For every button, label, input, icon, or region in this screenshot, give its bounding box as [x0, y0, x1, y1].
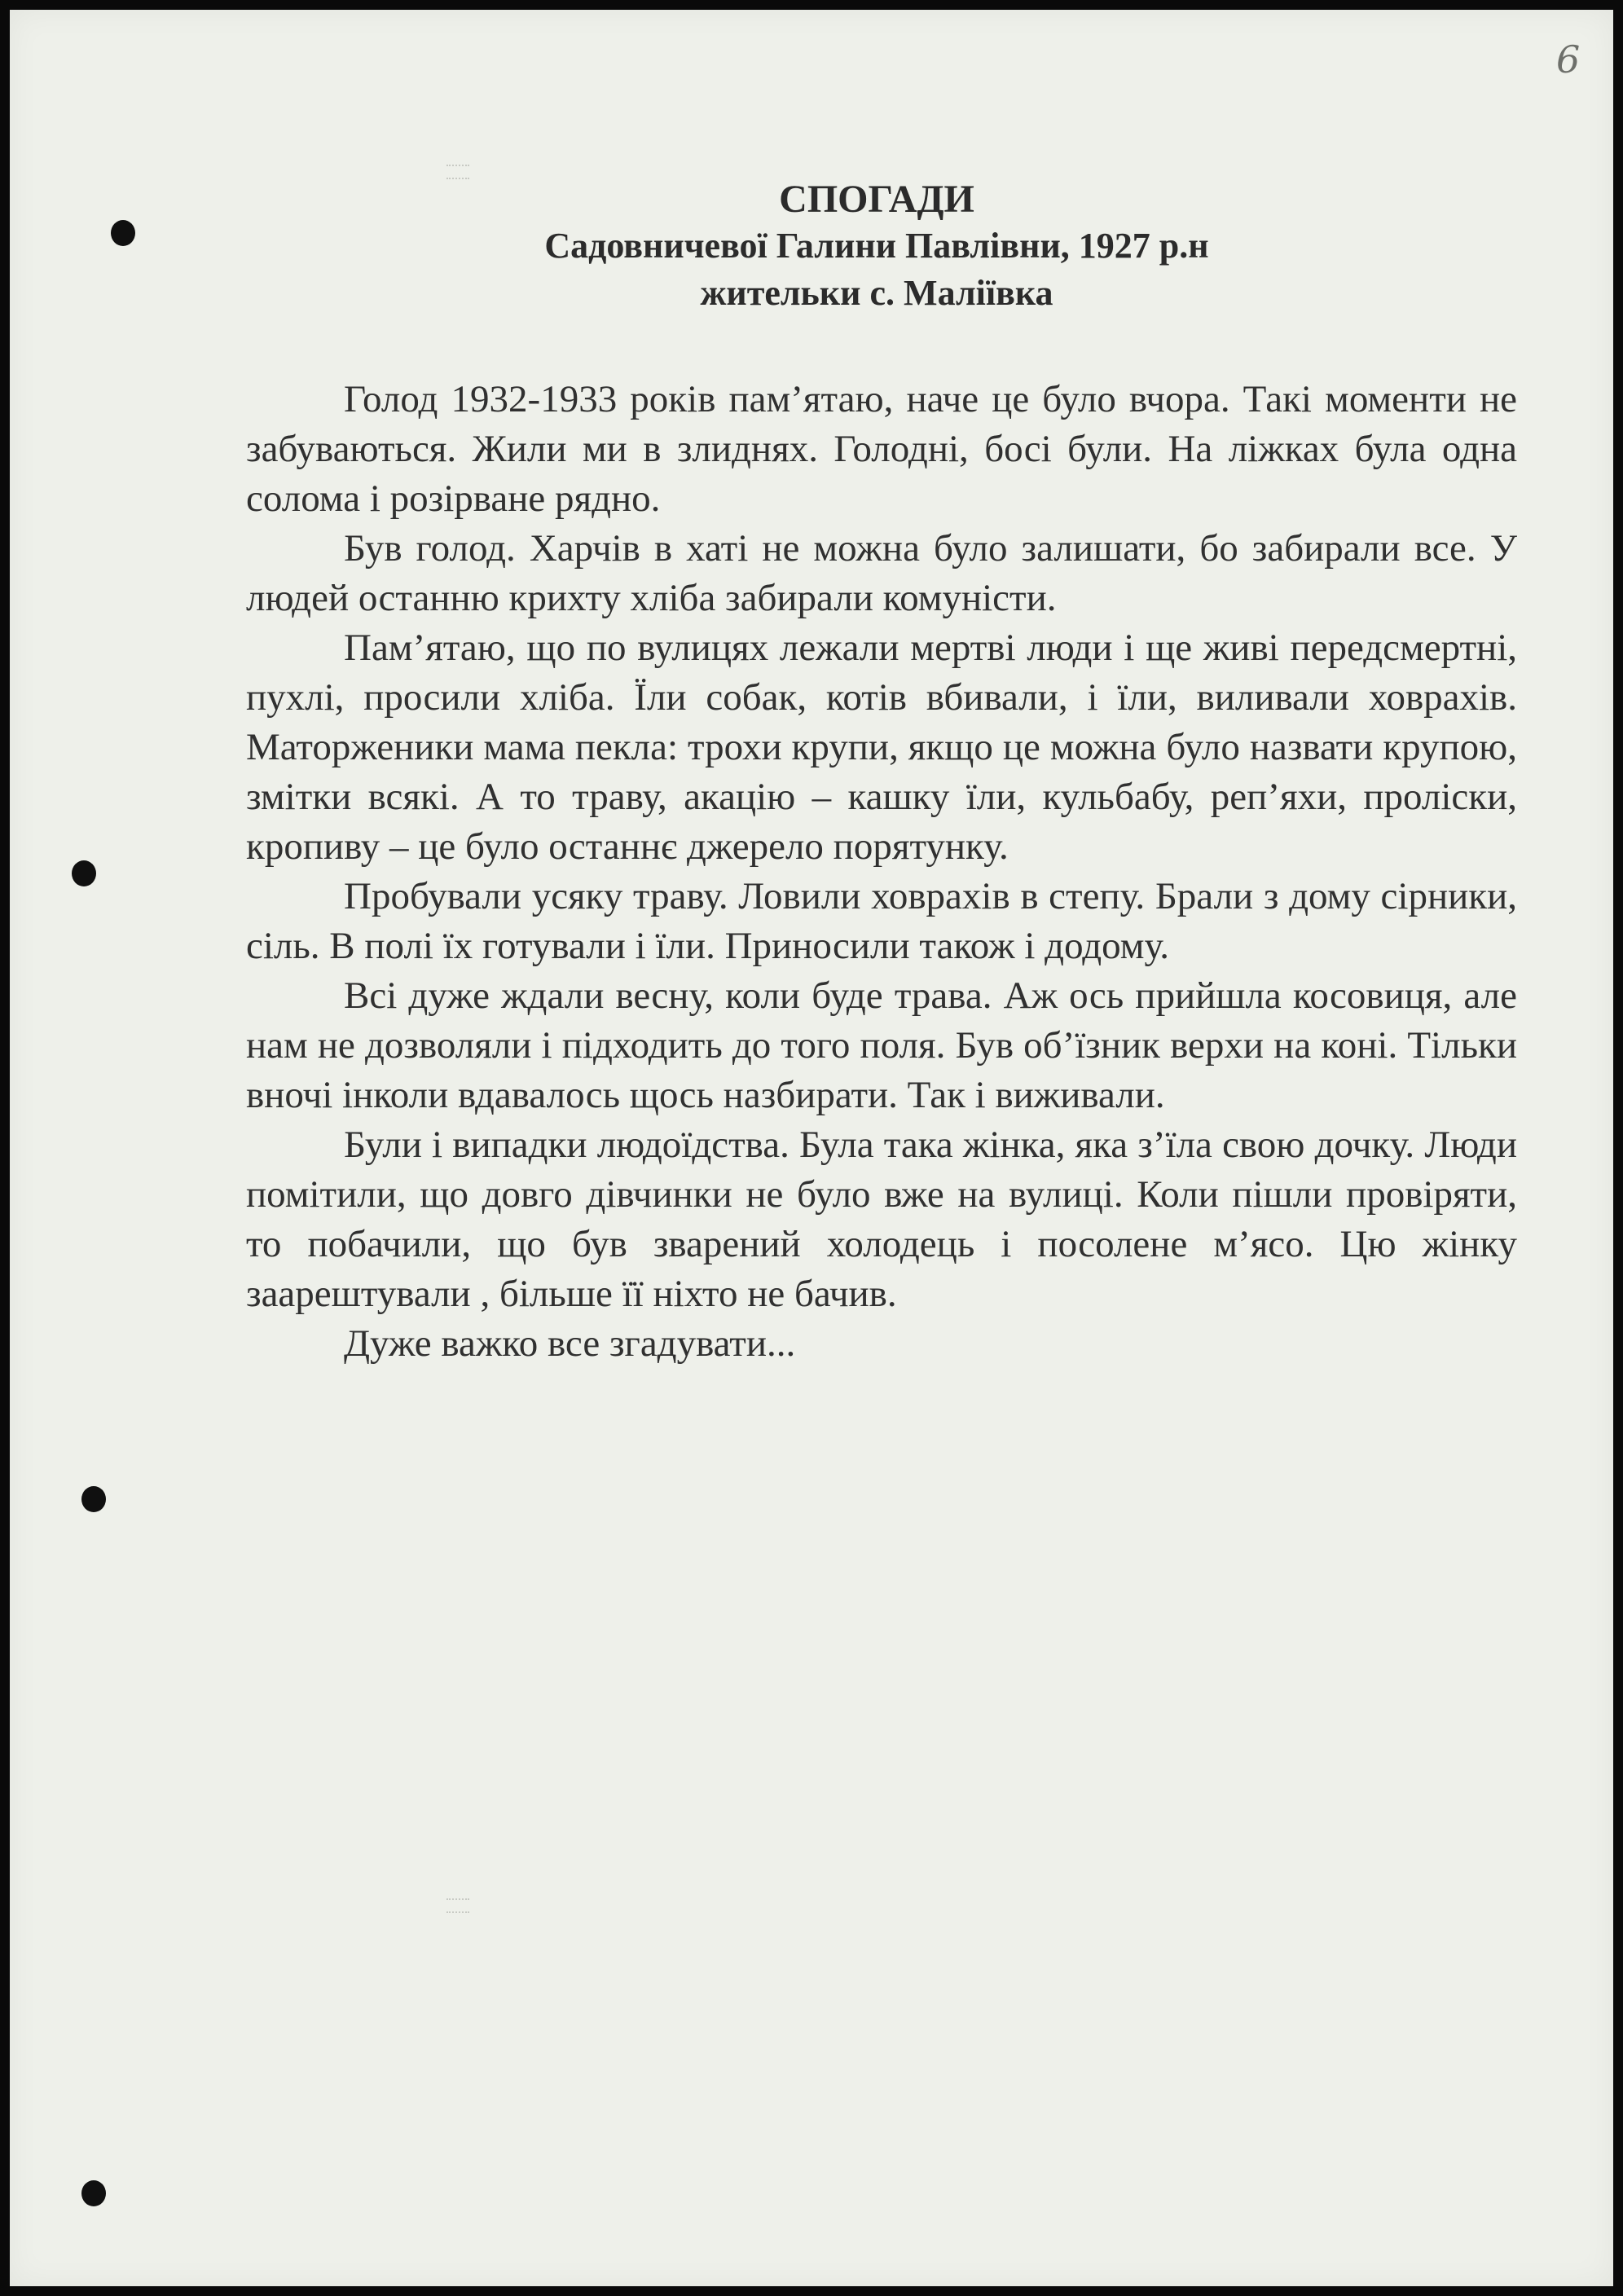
paragraph: Пробували усяку траву. Ловили ховрахів в степу. Брали з дому сірники, сіль. В полі їх готували і їли. Приносили також і додому.	[246, 875, 1517, 967]
punch-hole	[81, 2180, 106, 2206]
punch-hole	[72, 860, 96, 886]
paragraph: Всі дуже ждали весну, коли буде трава. Аж ось прийшла косовиця, але нам не дозволяли і підходить до того поля. Був об’їзник верхи на коні. Тільки вночі інколи вдавалось щось назбирати. Так і виживали.	[246, 974, 1517, 1116]
document-subtitle-residence: жительки с. Маліївка	[700, 273, 1053, 313]
document-title: СПОГАДИ	[779, 178, 974, 221]
paragraph: Голод 1932-1933 років пам’ятаю, наче це було вчора. Такі моменти не забуваються. Жили ми в злиднях. Голодні, босі були. На ліжках була одна солома і розірване рядно.	[246, 378, 1517, 520]
paragraph: Пам’ятаю, що по вулицях лежали мертві люди і ще живі передсмертні, пухлі, просили хліба. Їли собак, котів вбивали, і їли, виливали ховрахів. Маторженики мама пекла: трохи крупи, якщо це можна було назвати крупою, змітки всякі. А то траву, акацію – кашку їли, кульбабу, реп’яхи, проліски, кропиву – це було останнє джерело порятунку.	[246, 627, 1517, 868]
document-page	[10, 10, 1613, 2286]
paragraph: Дуже важко все згадувати...	[344, 1322, 796, 1365]
document-body	[246, 375, 1517, 1369]
faint-mark	[446, 1898, 469, 1913]
paragraph: Був голод. Харчів в хаті не можна було залишати, бо забирали все. У людей останню крихту хліба забирали комуністи.	[246, 527, 1517, 619]
page-number: 6	[1556, 37, 1581, 81]
paragraph: Були і випадки людоїдства. Була така жінка, яка з’їла свою дочку. Люди помітили, що довго дівчинки не було вже на вулиці. Коли пішли провіряти, то побачили, що був зварений холодець і посолене м’ясо. Цю жінку заарештували , більше її ніхто не бачив.	[246, 1124, 1517, 1315]
punch-hole	[81, 1486, 106, 1512]
document-subtitle-author: Садовничевої Галини Павлівни, 1927 р.н	[544, 226, 1209, 266]
document-header	[10, 177, 1613, 317]
